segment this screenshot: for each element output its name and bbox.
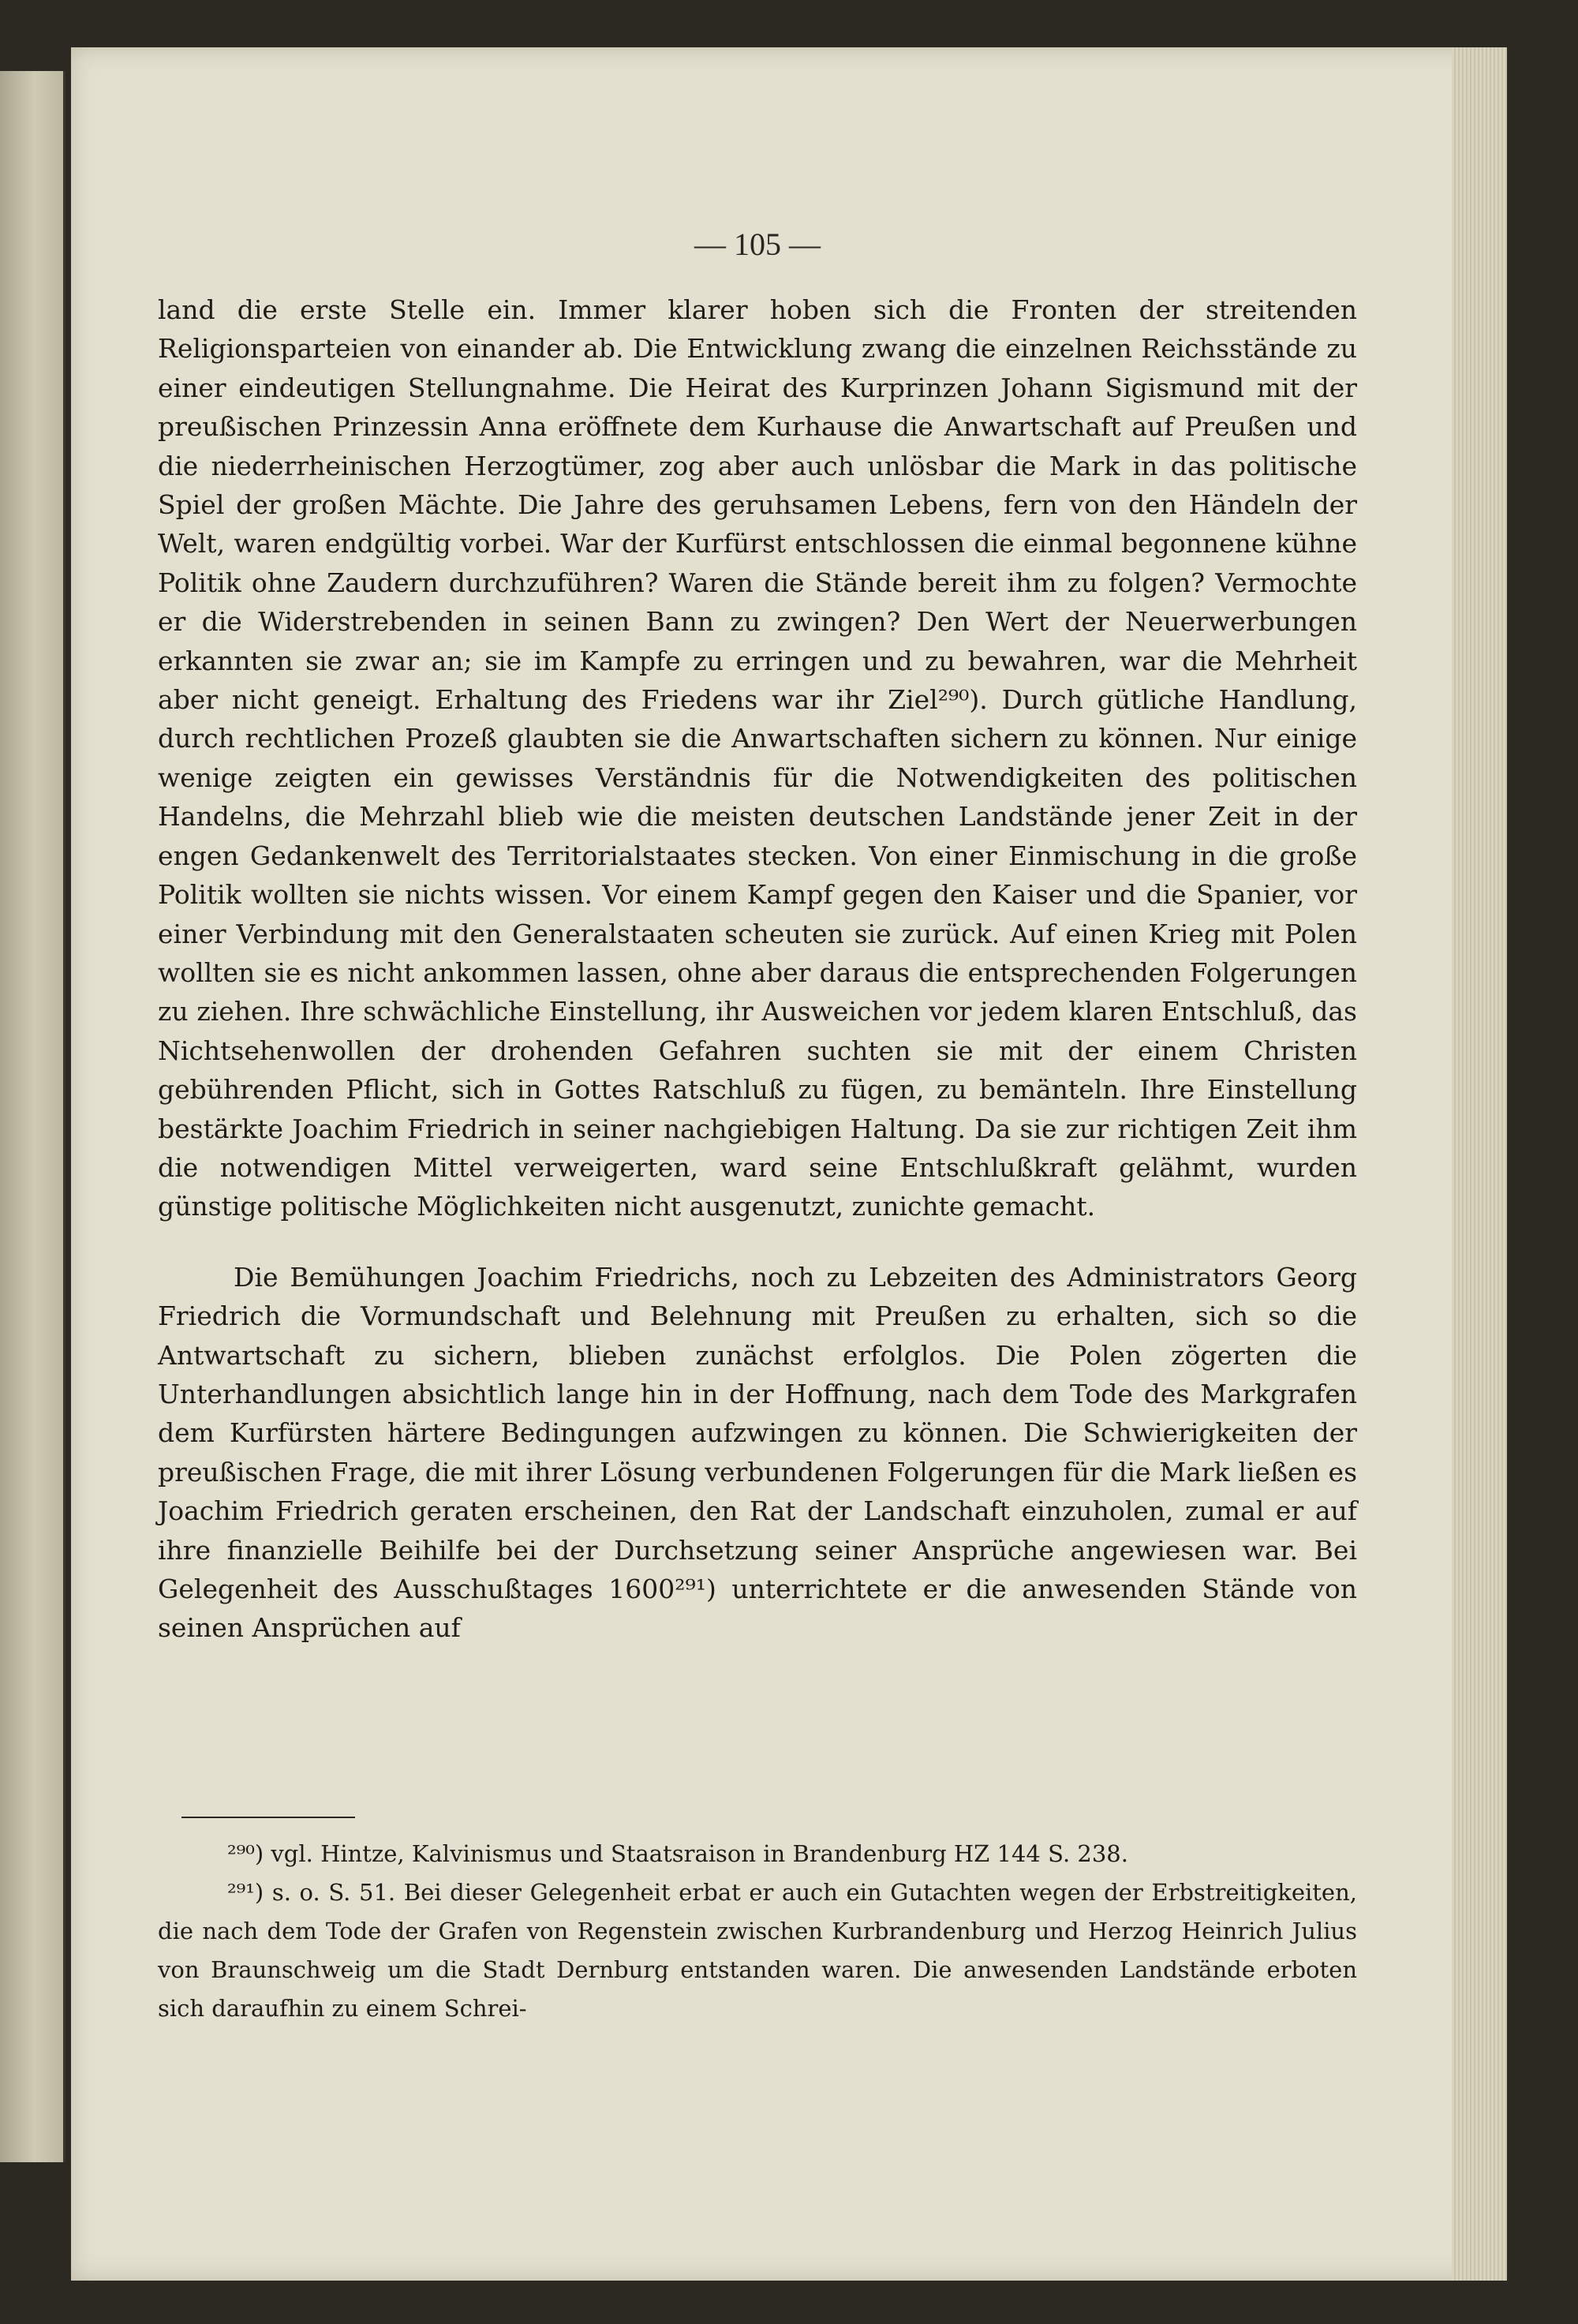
book-page — [71, 47, 1507, 2281]
footnote-291: ²⁹¹) s. o. S. 51. Bei dieser Gelegenheit erbat er auch ein Gutachten wegen der Erbstreitigkeiten, die nach dem Tode der Grafen von Regenstein zwischen Kurbrandenburg und Herzog Heinrich Julius von Braunschweig um die Stadt Dernburg entstanden waren. Die anwesenden Landstände erboten sich daraufhin zu einem Schrei- — [158, 1879, 1357, 2022]
footnote-290: ²⁹⁰) vgl. Hintze, Kalvinismus und Staatsraison in Brandenburg HZ 144 S. 238. — [227, 1840, 1128, 1867]
footnotes — [158, 1835, 1357, 2028]
main-text — [158, 290, 1357, 1648]
paragraph-1: land die erste Stelle ein. Immer klarer hoben sich die Fronten der streitenden Religionsparteien von einander ab. Die Entwicklung zwang die einzelnen Reichsstände zu einer eindeutigen Stellungnahme. Die Heirat des Kurprinzen Johann Sigismund mit der preußischen Prinzessin Anna eröffnete dem Kurhause die Anwartschaft auf Preußen und die niederrheinischen Herzogtümer, zog aber auch unlösbar die Mark in das politische Spiel der großen Mächte. Die Jahre des geruhsamen Lebens, fern von den Händeln der Welt, waren endgültig vorbei. War der Kurfürst entschlossen die einmal begonnene kühne Politik ohne Zaudern durchzuführen? Waren die Stände bereit ihm zu folgen? Vermochte er die Widerstrebenden in seinen Bann zu zwingen? Den Wert der Neuerwerbungen erkannten sie zwar an; sie im Kampfe zu erringen und zu bewahren, war die Mehrheit aber nicht geneigt. Erhaltung des Friedens war ihr Ziel²⁹⁰). Durch gütliche Handlung, durch rechtlichen Prozeß glaubten sie die Anwartschaften sichern zu können. Nur einige wenige zeigten ein gewisses Verständnis für die Notwendigkeiten des politischen Handelns, die Mehrzahl blieb wie die meisten deutschen Landstände jener Zeit in der engen Gedankenwelt des Territorialstaates stecken. Von einer Einmischung in die große Politik wollten sie nichts wissen. Vor einem Kampf gegen den Kaiser und die Spanier, vor einer Verbindung mit den Generalstaaten scheuten sie zurück. Auf einen Krieg mit Polen wollten sie es nicht ankommen lassen, ohne aber daraus die entsprechenden Folgerungen zu ziehen. Ihre schwächliche Einstellung, ihr Ausweichen vor jedem klaren Entschluß, das Nichtsehenwollen der drohenden Gefahren suchten sie mit der einem Christen gebührenden Pflicht, sich in Gottes Ratschluß zu fügen, zu bemänteln. Ihre Einstellung bestärkte Joachim Friedrich in seiner nachgiebigen Haltung. Da sie zur richtigen Zeit ihm die notwendigen Mittel verweigerten, ward seine Entschlußkraft gelähmt, wurden günstige politische Möglichkeiten nicht ausgenutzt, zunichte gemacht. — [158, 294, 1357, 1222]
page-number: — 105 — — [694, 226, 821, 262]
paragraph-2: Die Bemühungen Joachim Friedrichs, noch zu Lebzeiten des Administrators Georg Friedrich die Vormundschaft und Belehnung mit Preußen zu erhalten, sich so die Antwartschaft zu sichern, blieben zunächst erfolglos. Die Polen zögerten die Unterhandlungen absichtlich lange hin in der Hoffnung, nach dem Tode des Markgrafen dem Kurfürsten härtere Bedingungen aufzwingen zu können. Die Schwierigkeiten der preußischen Frage, die mit ihrer Lösung verbundenen Folgerungen für die Mark ließen es Joachim Friedrich geraten erscheinen, den Rat der Landschaft einzuholen, zumal er auf ihre finanzielle Beihilfe bei der Durchsetzung seiner Ansprüche angewiesen war. Bei Gelegenheit des Ausschußtages 1600²⁹¹) unterrichtete er die anwesenden Stände von seinen Ansprüchen auf — [158, 1261, 1357, 1644]
left-page-edge — [0, 71, 65, 2162]
footnote-divider — [181, 1817, 355, 1818]
page-fore-edge — [1452, 47, 1507, 2281]
